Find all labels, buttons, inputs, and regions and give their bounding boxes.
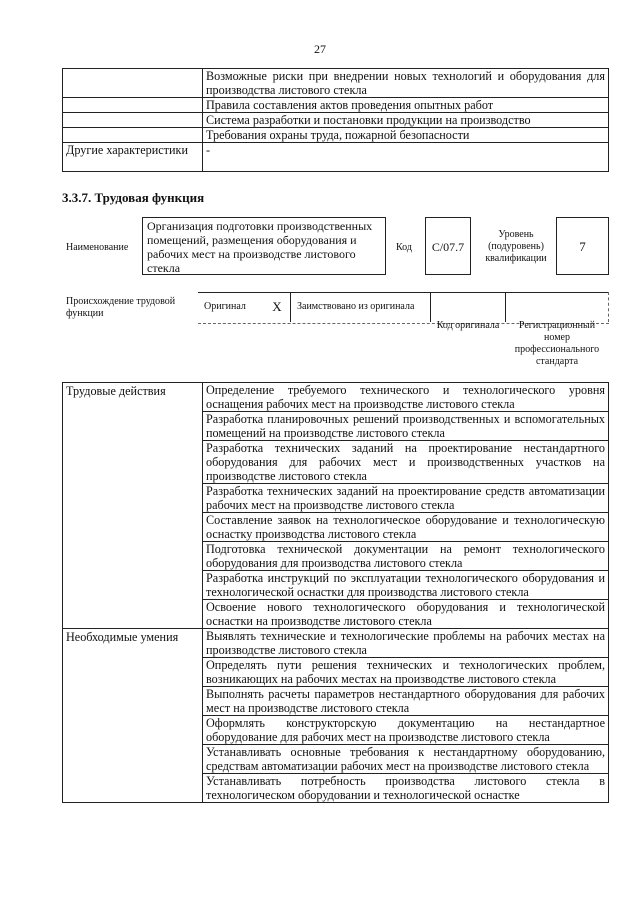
table-row (63, 69, 609, 98)
page-number: 27 (314, 42, 326, 56)
group-item: Выявлять технические и технологические проблемы на рабочих местах на производстве листового стекла (203, 629, 609, 658)
table-value-cell: Система разработки и постановки продукции на производство (203, 113, 609, 128)
group-item: Устанавливать потребность производства листового стекла в технологическом оборудовании и технологической оснастке (203, 774, 609, 803)
other-characteristics-value: - (203, 143, 609, 172)
table-value-cell: Требования охраны труда, пожарной безопасности (203, 128, 609, 143)
group-item: Разработка инструкций по эксплуатации технологического оборудования и технологической оснастки для производства листового стекла (203, 571, 609, 600)
name-label: Наименование (66, 242, 129, 253)
origin-label: Происхождение трудовой функции (66, 296, 176, 319)
table-row (63, 629, 609, 658)
section-title: 3.3.7. Трудовая функция (62, 190, 205, 205)
group-item: Разработка технических заданий на проектирование средств автоматизации рабочих мест на производстве листового стекла (203, 484, 609, 513)
function-details-table (62, 382, 609, 803)
registration-number-label: Регистрационный номер профессионального стандарта (514, 320, 600, 367)
group-item: Разработка планировочных решений производственных и вспомогательных помещений на производстве листового стекла (203, 412, 609, 441)
group-item: Определять пути решения технических и технологических проблем, возникающих на рабочих местах на производстве листового стекла (203, 658, 609, 687)
table-row (63, 383, 609, 412)
function-name-box: Организация подготовки производственных помещений, размещения оборудования и рабочих мест на производстве листового стекла (142, 217, 386, 275)
qualification-level-label: Уровень (подуровень) квалификации (485, 229, 547, 264)
table-value-cell: Возможные риски при внедрении новых технологий и оборудования для производства листового стекла (203, 69, 609, 98)
group-item: Разработка технических заданий на проектирование нестандартного оборудования для рабочих мест и производственных участков на производстве листового стекла (203, 441, 609, 484)
group-label-cell (63, 629, 203, 803)
other-characteristics-label: Другие характеристики (63, 143, 203, 172)
code-label: Код (396, 242, 412, 253)
table-label-cell (63, 98, 203, 113)
original-mark: X (272, 299, 282, 314)
qualification-level-box: 7 (556, 217, 609, 275)
group-item: Выполнять расчеты параметров нестандартного оборудования для рабочих мест на производстве листового стекла (203, 687, 609, 716)
group-item: Освоение нового технологического оборудования и технологической оснастки на производстве листового стекла (203, 600, 609, 629)
borrowed-cell: Заимствовано из оригинала (290, 292, 430, 322)
table-row (63, 143, 609, 172)
original-code-cell (430, 292, 505, 322)
table-row (63, 113, 609, 128)
table-label-cell (63, 69, 203, 98)
group-label: Трудовые действия (66, 384, 166, 398)
function-code-box: С/07.7 (425, 217, 471, 275)
table-row (63, 98, 609, 113)
group-item: Подготовка технической документации на ремонт технологического оборудования для производства листового стекла (203, 542, 609, 571)
registration-number-cell (505, 292, 609, 322)
table-row (63, 128, 609, 143)
table-label-cell (63, 113, 203, 128)
group-item: Устанавливать основные требования к нестандартному оборудованию, средствам автоматизации рабочих мест на производстве листового стекла (203, 745, 609, 774)
original-cell: Оригинал (204, 301, 246, 312)
group-label-cell (63, 383, 203, 629)
group-label: Необходимые умения (66, 630, 179, 644)
knowledge-table (62, 68, 609, 172)
group-item: Оформлять конструкторскую документацию на нестандартное оборудование для рабочих мест на производстве листового стекла (203, 716, 609, 745)
group-item: Составление заявок на технологическое оборудование и технологическую оснастку производства листового стекла (203, 513, 609, 542)
table-value-cell: Правила составления актов проведения опытных работ (203, 98, 609, 113)
group-item: Определение требуемого технического и технологического уровня оснащения рабочих мест на производстве листового стекла (203, 383, 609, 412)
original-code-label: Код оригинала (436, 320, 500, 331)
table-label-cell (63, 128, 203, 143)
